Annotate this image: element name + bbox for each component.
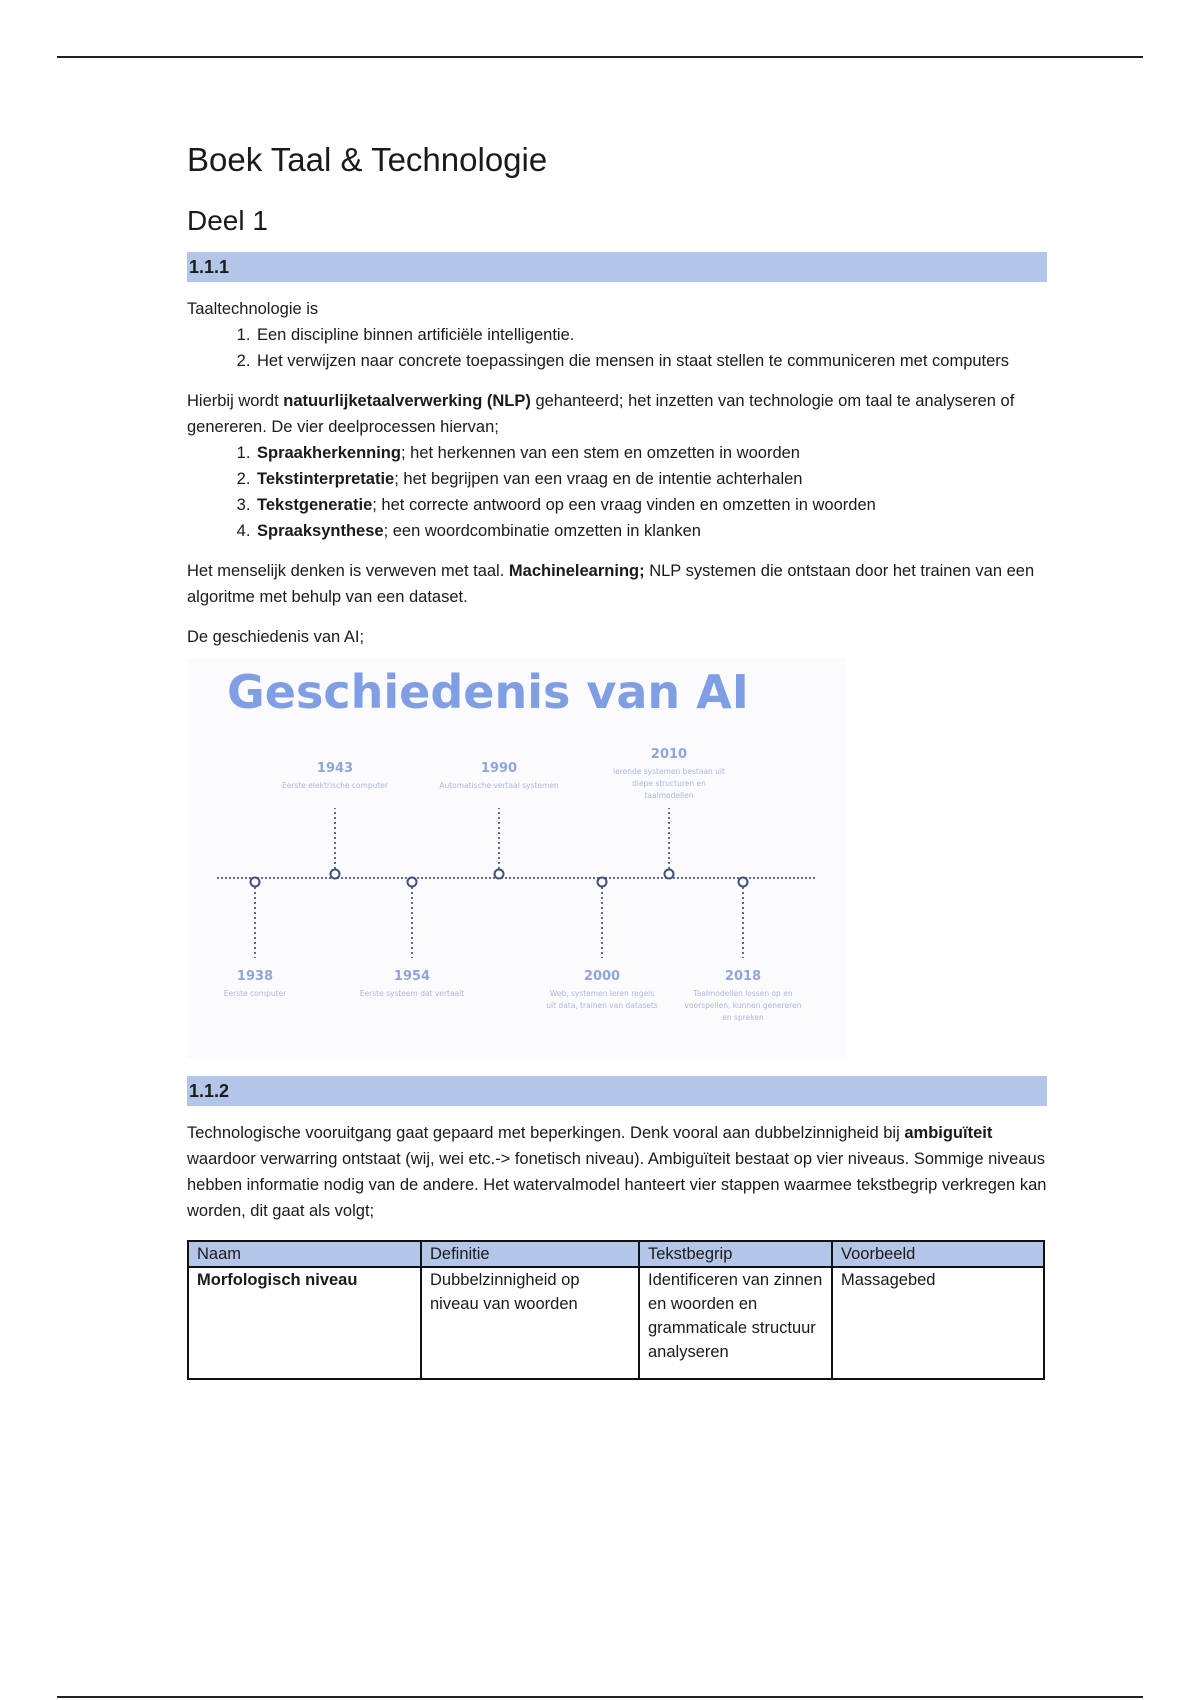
section-heading-1-1-2: 1.1.2 (187, 1076, 1047, 1106)
timeline-title: Geschiedenis van AI (227, 665, 749, 719)
timeline-graphic (187, 658, 847, 1058)
timeline-year: 1990 (480, 761, 518, 776)
timeline-event-label: Eerste elektrische computer (282, 781, 388, 790)
timeline-event-label: en spreken (722, 1013, 764, 1022)
document-body (187, 132, 1047, 1380)
table-cell: Identificeren van zinnen en woorden en grammaticale structuur analyseren (639, 1267, 832, 1379)
timeline-year: 1954 (393, 969, 431, 984)
timeline-year: 2018 (724, 969, 762, 984)
top-rule (57, 56, 1143, 58)
section-heading-1-1-1: 1.1.1 (187, 252, 1047, 282)
list-item: 1. Een discipline binnen artificiële intelligentie. (255, 322, 1047, 348)
ambiguity-term: ambiguïteit (904, 1124, 993, 1142)
table-cell: Massagebed (832, 1267, 1044, 1379)
timeline-event-label: diepe structuren en (632, 779, 706, 788)
timeline-year: 2010 (650, 747, 688, 762)
timeline-marker (598, 878, 607, 887)
ai-history-timeline (187, 658, 847, 1058)
column-header: Definitie (421, 1241, 639, 1267)
timeline-event-label: Taalmodellen lossen op en (693, 989, 793, 998)
column-header: Naam (188, 1241, 421, 1267)
timeline-event-label: lerende systemen bestaan uit (613, 767, 725, 776)
timeline-year: 1938 (236, 969, 274, 984)
ambiguity-levels-table (187, 1240, 1045, 1380)
bottom-rule (57, 1696, 1143, 1698)
intro-text: Taaltechnologie is (187, 300, 319, 318)
timeline-year: 2000 (583, 969, 621, 984)
table-cell: Morfologisch niveau (188, 1267, 421, 1379)
definition-list (187, 322, 1047, 374)
table-cell: Dubbelzinnigheid op niveau van woorden (421, 1267, 639, 1379)
timeline-event-label: voorspellen, kunnen genereren (684, 1001, 802, 1010)
ml-term: Machinelearning; (508, 562, 645, 580)
timeline-marker (408, 878, 417, 887)
list-item: 1. Spraakherkenning; het herkennen van een stem en omzetten in woorden (255, 440, 1047, 466)
part-heading: Deel 1 (187, 205, 268, 236)
nlp-paragraph: Hierbij wordt natuurlijketaalverwerking (NLP) gehanteerd; het inzetten van technologie om taal te analyseren of genereren. De vier deelprocessen hiervan; (187, 392, 1015, 436)
timeline-event-label: Automatische vertaal systemen (439, 781, 559, 790)
timeline-event-label: Web, systemen leren regels (549, 989, 655, 998)
timeline-event-label: taalmodellen (644, 791, 694, 800)
column-header: Tekstbegrip (639, 1241, 832, 1267)
timeline-marker (495, 870, 504, 879)
document-title: Boek Taal & Technologie (187, 141, 548, 178)
list-item: 2. Tekstinterpretatie; het begrijpen van een vraag en de intentie achterhalen (255, 466, 1047, 492)
timeline-event-label: Eerste systeem dat vertaalt (359, 989, 465, 998)
list-item: 4. Spraaksynthese; een woordcombinatie omzetten in klanken (255, 518, 1047, 544)
timeline-year: 1943 (316, 761, 354, 776)
list-item: 3. Tekstgeneratie; het correcte antwoord op een vraag vinden en omzetten in woorden (255, 492, 1047, 518)
timeline-event-label: uit data, trainen van datasets (546, 1001, 658, 1010)
ml-paragraph: Het menselijk denken is verweven met taal. Machinelearning; NLP systemen die ontstaan door het trainen van een algoritme met behulp van een dataset. (187, 562, 1035, 606)
table-header-row (188, 1241, 1044, 1267)
timeline-event-label: Eerste computer (223, 989, 287, 998)
timeline-marker (739, 878, 748, 887)
table-row (188, 1267, 1044, 1379)
timeline-marker (331, 870, 340, 879)
nlp-term: natuurlijketaalverwerking (NLP) (283, 392, 531, 410)
process-list (187, 440, 1047, 544)
column-header: Voorbeeld (832, 1241, 1044, 1267)
ambiguity-paragraph: Technologische vooruitgang gaat gepaard met beperkingen. Denk vooral aan dubbelzinnigheid bij ambiguïteit waardoor verwarring ontstaat (wij, wei etc.-> fonetisch niveau). Ambiguïteit bestaat op vier niveaus. Sommige niveaus hebben informatie nodig van de andere. Het watervalmodel hanteert vier stappen waarmee tekstbegrip verkregen kan worden, dit gaat als volgt; (187, 1124, 1047, 1220)
history-intro: De geschiedenis van AI; (187, 628, 365, 646)
timeline-marker (251, 878, 260, 887)
timeline-marker (665, 870, 674, 879)
list-item: 2. Het verwijzen naar concrete toepassingen die mensen in staat stellen te communiceren met computers (255, 348, 1047, 374)
